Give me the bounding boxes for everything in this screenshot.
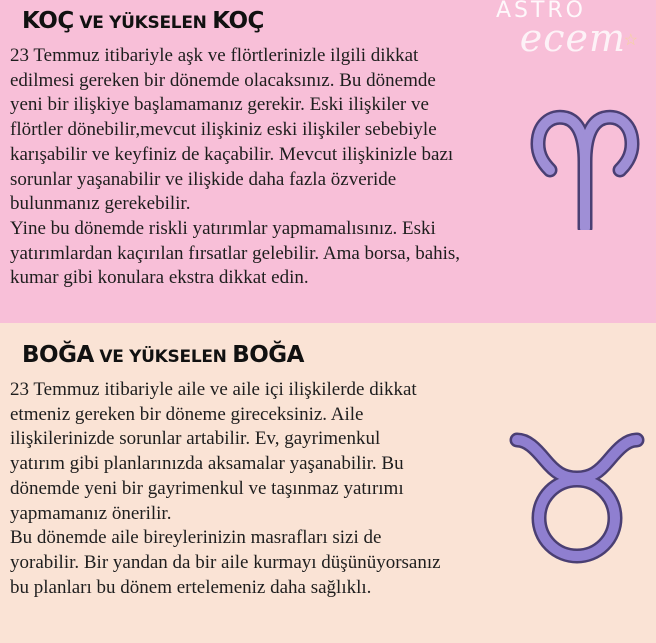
boga-line: etmeniz gereken bir döneme gireceksiniz. Aile <box>10 403 364 425</box>
aries-symbol-icon <box>530 100 640 230</box>
boga-line: dönemde yeni bir gayrimenkul ve taşınmaz yatırımı <box>10 477 404 499</box>
logo-astro-text: ASTRO <box>495 0 586 23</box>
boga-heading-sign: BOĞA <box>22 342 94 368</box>
koc-line: sorunlar yaşanabilir ve ilişkide daha fazla özveride <box>10 168 397 190</box>
boga-heading <box>22 342 304 368</box>
koc-line: 23 Temmuz itibariyle aşk ve flörtlerinizle ilgili dikkat <box>10 45 419 66</box>
boga-line: yatırım gibi planlarınızda aksamalar yaşanabilir. Bu <box>10 453 404 475</box>
koc-line: yeni bir ilişkiye başlamamanız gerekir. Eski ilişkiler ve <box>10 94 429 116</box>
koc-line: yatırımlardan kaçırılan fırsatlar gelebilir. Ama borsa, bahis, <box>10 242 461 264</box>
boga-line: yorabilir. Bir yandan da bir aile kurmayı düşünüyorsanız <box>10 551 441 573</box>
koc-heading <box>22 8 264 34</box>
boga-line: 23 Temmuz itibariyle aile ve aile içi ilişkilerde dikkat <box>10 379 417 400</box>
koc-line: edilmesi gereken bir dönemde olacaksınız. Bu dönemde <box>10 69 436 91</box>
boga-line: ilişkilerinizde sorunlar artabilir. Ev, gayrimenkul <box>10 428 381 450</box>
koc-line: Yine bu dönemde riskli yatırımlar yapmamalısınız. Eski <box>10 217 436 239</box>
koc-paragraph <box>10 44 550 291</box>
boga-line: yapmamanız önerilir. <box>10 502 172 524</box>
boga-line: Bu dönemde aile bireylerinizin masrafları sizi de <box>10 527 382 549</box>
koc-heading-sign: KOÇ <box>22 8 74 34</box>
koc-line: karışabilir ve keyfiniz de kaçabilir. Mevcut ilişkinizle bazı <box>10 143 454 165</box>
koc-heading-connector: VE YÜKSELEN <box>73 13 213 33</box>
boga-line: bu planları bu dönem ertelemeniz daha sağlıklı. <box>10 576 372 598</box>
koc-line: kumar gibi konulara ekstra dikkat edin. <box>10 267 309 289</box>
boga-heading-rising-sign: BOĞA <box>232 342 304 368</box>
koc-line: flörtler dönebilir,mevcut ilişkiniz eski ilişkiler sebebiyle <box>10 119 437 141</box>
logo-ecem-text: ecem <box>519 16 626 60</box>
boga-section <box>0 323 656 643</box>
koc-heading-rising-sign: KOÇ <box>212 8 264 34</box>
star-icon: ☆ <box>623 32 638 49</box>
boga-heading-connector: VE YÜKSELEN <box>93 347 233 367</box>
taurus-symbol-icon <box>507 418 647 568</box>
koc-line: bulunmanız gerekebilir. <box>10 193 191 215</box>
boga-paragraph <box>10 378 550 600</box>
